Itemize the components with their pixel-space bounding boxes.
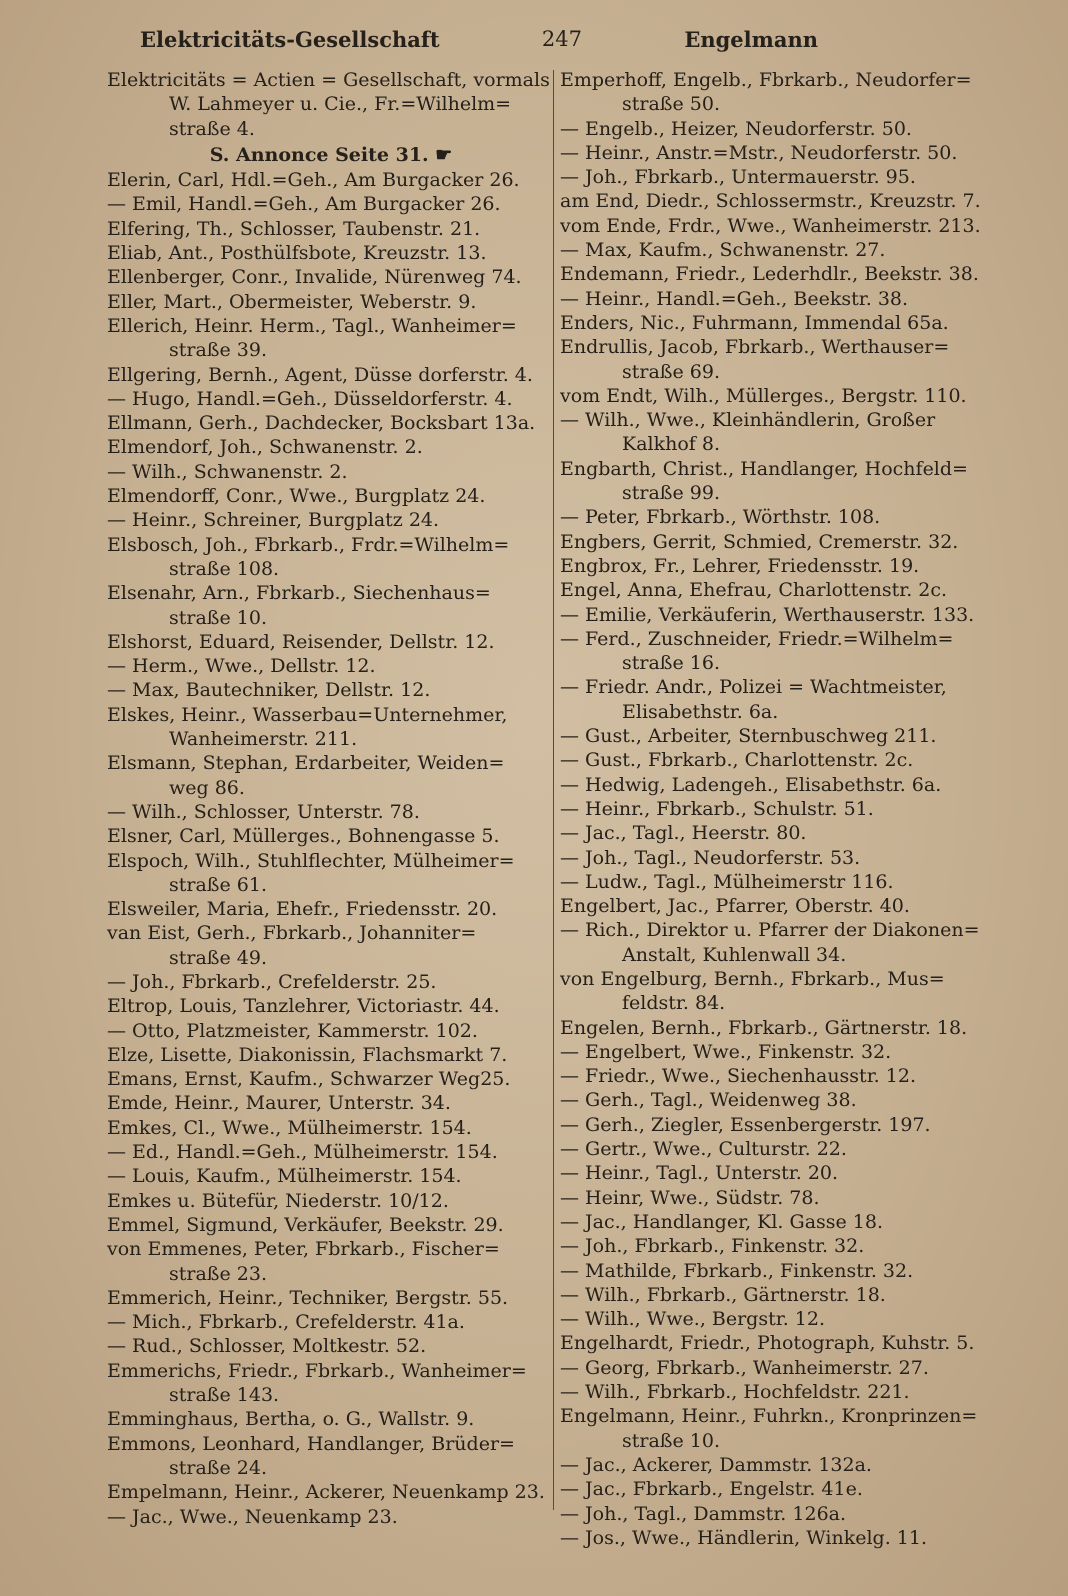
directory-entry — [107, 1334, 555, 1358]
entry-line: Elmendorff, Conr., Wwe., Burgplatz 24. — [107, 485, 486, 508]
entry-line: — Heinr., Anstr.=Mstr., Neudorferstr. 50. — [560, 141, 958, 164]
directory-entry — [560, 846, 1008, 870]
directory-entry — [560, 1502, 1008, 1526]
entry-line: — Emil, Handl.=Geh., Am Burgacker 26. — [107, 193, 501, 216]
directory-entry — [560, 1210, 1008, 1234]
entry-line: — Wilh., Wwe., Bergstr. 12. — [560, 1308, 826, 1331]
entry-continuation-line: straße 143. — [169, 1384, 280, 1407]
entry-continuation-line: Kalkhof 8. — [622, 433, 720, 456]
directory-entry — [107, 1140, 555, 1164]
header-left-running-head: Elektricitäts-Gesellschaft — [140, 26, 440, 52]
directory-entry — [560, 1088, 1008, 1112]
entry-line: Elektricitäts = Actien = Gesellschaft, vormals — [107, 69, 550, 91]
entry-line: Empelmann, Heinr., Ackerer, Neuenkamp 23. — [107, 1481, 545, 1504]
entry-line: van Eist, Gerh., Fbrkarb., Johanniter= — [107, 922, 477, 945]
entry-line: Elsenahr, Arn., Fbrkarb., Siechenhaus= — [107, 582, 491, 605]
directory-entry — [560, 117, 1008, 141]
directory-entry — [560, 1186, 1008, 1210]
directory-entry — [107, 921, 555, 970]
entry-line: Emperhoff, Engelb., Fbrkarb., Neudorfer= — [560, 69, 972, 91]
entry-continuation-line: straße 50. — [622, 93, 720, 116]
page-header — [140, 22, 818, 56]
directory-entry — [560, 165, 1008, 189]
entry-continuation-line: straße 108. — [169, 557, 280, 580]
entry-line: Endemann, Friedr., Lederhdlr., Beekstr. 38. — [560, 263, 979, 286]
entry-continuation-line: straße 10. — [622, 1429, 720, 1452]
entry-line: — Louis, Kaufm., Mülheimerstr. 154. — [107, 1165, 462, 1188]
directory-entry — [107, 1213, 555, 1237]
entry-continuation-line: Anstalt, Kuhlenwall 34. — [622, 943, 847, 966]
directory-entry — [560, 1113, 1008, 1137]
entry-line: — Engelb., Heizer, Neudorferstr. 50. — [560, 117, 912, 140]
directory-entry — [107, 630, 555, 654]
directory-entry — [107, 897, 555, 921]
directory-entry — [107, 1164, 555, 1188]
entry-line: — Rich., Direktor u. Pfarrer der Diakonen= — [560, 919, 980, 942]
directory-entry — [107, 994, 555, 1018]
entry-line: Engbarth, Christ., Handlanger, Hochfeld= — [560, 457, 968, 480]
entry-line: am End, Diedr., Schlossermstr., Kreuzstr. 7. — [560, 190, 981, 213]
directory-entry — [107, 1432, 555, 1481]
directory-entry — [560, 821, 1008, 845]
directory-entry — [107, 654, 555, 678]
entry-line: — Peter, Fbrkarb., Wörthstr. 108. — [560, 506, 881, 529]
entry-line: — Joh., Fbrkarb., Finkenstr. 32. — [560, 1235, 865, 1258]
directory-entry — [107, 241, 555, 265]
directory-entry — [107, 290, 555, 314]
entry-line: von Engelburg, Bernh., Fbrkarb., Mus= — [560, 967, 945, 990]
entry-line: — Georg, Fbrkarb., Wanheimerstr. 27. — [560, 1356, 929, 1379]
entry-line: Endrullis, Jacob, Fbrkarb., Werthauser= — [560, 336, 950, 359]
entry-line: — Joh., Tagl., Dammstr. 126a. — [560, 1502, 847, 1525]
entry-continuation-line: feldstr. 84. — [622, 992, 726, 1015]
entry-line: — Gerh., Ziegler, Essenbergerstr. 197. — [560, 1113, 931, 1136]
entry-line: Elshorst, Eduard, Reisender, Dellstr. 12. — [107, 630, 495, 653]
entry-line: Elze, Lisette, Diakonissin, Flachsmarkt 7. — [107, 1043, 508, 1066]
entry-line: Ellenberger, Conr., Invalide, Nürenweg 74. — [107, 266, 522, 289]
entry-line: Emminghaus, Bertha, o. G., Wallstr. 9. — [107, 1408, 475, 1431]
entry-line: — Ferd., Zuschneider, Friedr.=Wilhelm= — [560, 627, 954, 650]
entry-line: Eller, Mart., Obermeister, Weberstr. 9. — [107, 290, 477, 313]
entry-line: Elerin, Carl, Hdl.=Geh., Am Burgacker 26. — [107, 169, 520, 192]
directory-entry — [560, 578, 1008, 602]
entry-line: von Emmenes, Peter, Fbrkarb., Fischer= — [107, 1238, 500, 1261]
entry-line: — Hedwig, Ladengeh., Elisabethstr. 6a. — [560, 773, 942, 796]
header-right-running-head: Engelmann — [684, 26, 818, 52]
entry-continuation-line: straße 61. — [169, 873, 267, 896]
entry-continuation-line: straße 4. — [169, 117, 255, 140]
directory-entry — [107, 117, 555, 141]
entry-line: — Heinr., Handl.=Geh., Beekstr. 38. — [560, 287, 909, 310]
directory-entry — [107, 314, 555, 363]
entry-line: Emmerichs, Friedr., Fbrkarb., Wanheimer= — [107, 1359, 527, 1382]
entry-line: — Rud., Schlosser, Moltkestr. 52. — [107, 1335, 427, 1358]
directory-entry — [107, 751, 555, 800]
column-divider — [553, 70, 554, 1510]
directory-entry — [560, 1526, 1008, 1550]
entry-continuation-line: straße 49. — [169, 946, 267, 969]
directory-entry — [107, 411, 555, 435]
entry-continuation-line: weg 86. — [169, 776, 245, 799]
entry-line: — Wilh., Schwanenstr. 2. — [107, 460, 348, 483]
directory-entry — [107, 508, 555, 532]
directory-entry — [107, 581, 555, 630]
entry-continuation-line: straße 99. — [622, 482, 720, 505]
directory-entry — [560, 1161, 1008, 1185]
entry-line: Ellmann, Gerh., Dachdecker, Bocksbart 13a. — [107, 412, 536, 435]
entry-continuation-line: straße 69. — [622, 360, 720, 383]
entry-line: Elspoch, Wilh., Stuhlflechter, Mülheimer= — [107, 849, 515, 872]
entry-line: — Engelbert, Wwe., Finkenstr. 32. — [560, 1040, 892, 1063]
entry-line: — Friedr. Andr., Polizei = Wachtmeister, — [560, 676, 947, 699]
page-number: 247 — [541, 27, 583, 51]
entry-line: — Jac., Handlanger, Kl. Gasse 18. — [560, 1210, 884, 1233]
directory-entry — [560, 967, 1008, 1016]
directory-entry — [107, 1480, 555, 1504]
directory-entry — [560, 797, 1008, 821]
entry-continuation-line: straße 39. — [169, 339, 267, 362]
directory-entry — [560, 1016, 1008, 1040]
entry-line: — Gust., Arbeiter, Sternbuschweg 211. — [560, 725, 937, 748]
entry-line: — Ludw., Tagl., Mülheimerstr 116. — [560, 870, 894, 893]
entry-line: vom Endt, Wilh., Müllerges., Bergstr. 110. — [560, 384, 967, 407]
entry-line: Emkes, Cl., Wwe., Mülheimerstr. 154. — [107, 1116, 472, 1139]
directory-entry — [560, 748, 1008, 772]
entry-line: — Gertr., Wwe., Culturstr. 22. — [560, 1138, 847, 1161]
directory-entry — [560, 1331, 1008, 1355]
directory-entry — [560, 1137, 1008, 1161]
entry-line: Elsmann, Stephan, Erdarbeiter, Weiden= — [107, 752, 505, 775]
entry-line: — Wilh., Fbrkarb., Gärtnerstr. 18. — [560, 1283, 886, 1306]
directory-entry — [107, 1237, 555, 1286]
entry-line: Enders, Nic., Fuhrmann, Immendal 65a. — [560, 311, 949, 334]
directory-entry — [560, 214, 1008, 238]
directory-entry — [107, 824, 555, 848]
entry-line: Eltrop, Louis, Tanzlehrer, Victoriastr. 44. — [107, 995, 500, 1018]
directory-entry — [107, 1286, 555, 1310]
directory-entry — [560, 724, 1008, 748]
entry-line: Elfering, Th., Schlosser, Taubenstr. 21. — [107, 217, 481, 240]
directory-entry — [560, 311, 1008, 335]
directory-entry — [107, 678, 555, 702]
entry-line: — Heinr, Wwe., Südstr. 78. — [560, 1186, 820, 1209]
entry-line: Engelmann, Heinr., Fuhrkn., Kronprinzen= — [560, 1405, 978, 1428]
entry-line: — Max, Kaufm., Schwanenstr. 27. — [560, 239, 886, 262]
entry-line: Emans, Ernst, Kaufm., Schwarzer Weg25. — [107, 1068, 511, 1091]
directory-entry — [560, 1380, 1008, 1404]
directory-entry — [560, 627, 1008, 676]
entry-line: — Gust., Fbrkarb., Charlottenstr. 2c. — [560, 749, 914, 772]
directory-entry — [107, 363, 555, 387]
entry-line: vom Ende, Frdr., Wwe., Wanheimerstr. 213. — [560, 214, 981, 237]
directory-entry — [560, 603, 1008, 627]
entry-line: — Joh., Fbrkarb., Crefelderstr. 25. — [107, 970, 437, 993]
directory-entry — [107, 1067, 555, 1091]
entry-line: — Jac., Wwe., Neuenkamp 23. — [107, 1505, 398, 1528]
entry-line: Elskes, Heinr., Wasserbau=Unternehmer, — [107, 703, 508, 726]
annonce-note: S. Annonce Seite 31. ☛ — [209, 143, 453, 166]
directory-entry — [560, 287, 1008, 311]
left-column — [107, 68, 555, 1529]
entry-line: Engel, Anna, Ehefrau, Charlottenstr. 2c. — [560, 579, 948, 602]
entry-continuation-line: Elisabethstr. 6a. — [622, 700, 779, 723]
entry-line: — Herm., Wwe., Dellstr. 12. — [107, 655, 376, 678]
directory-entry — [560, 1283, 1008, 1307]
entry-line: — Emilie, Verkäuferin, Werthauserstr. 133. — [560, 603, 975, 626]
directory-entry — [107, 703, 555, 752]
entry-line: — Gerh., Tagl., Weidenweg 38. — [560, 1089, 857, 1112]
directory-entry — [107, 460, 555, 484]
entry-line: — Hugo, Handl.=Geh., Düsseldorferstr. 4. — [107, 387, 513, 410]
directory-entry — [107, 849, 555, 898]
entry-line: Ellerich, Heinr. Herm., Tagl., Wanheimer= — [107, 314, 517, 337]
directory-entry — [107, 484, 555, 508]
directory-entry — [107, 1505, 555, 1529]
entry-line: — Wilh., Schlosser, Unterstr. 78. — [107, 800, 420, 823]
directory-entry — [560, 141, 1008, 165]
directory-entry — [107, 1019, 555, 1043]
directory-entry — [107, 265, 555, 289]
entry-line: Emde, Heinr., Maurer, Unterstr. 34. — [107, 1092, 451, 1115]
directory-entry — [560, 1307, 1008, 1331]
entry-line: Engelbert, Jac., Pfarrer, Oberstr. 40. — [560, 895, 910, 918]
entry-line: Emkes u. Bütefür, Niederstr. 10/12. — [107, 1189, 449, 1212]
directory-entry — [560, 554, 1008, 578]
directory-entry — [560, 675, 1008, 724]
entry-continuation-line: straße 24. — [169, 1456, 267, 1479]
entry-line: — Otto, Platzmeister, Kammerstr. 102. — [107, 1019, 478, 1042]
directory-entry — [107, 435, 555, 459]
entry-line: — Wilh., Fbrkarb., Hochfeldstr. 221. — [560, 1381, 910, 1404]
directory-entry — [560, 1477, 1008, 1501]
entry-continuation-line: W. Lahmeyer u. Cie., Fr.=Wilhelm= — [169, 93, 512, 116]
directory-entry — [560, 1356, 1008, 1380]
entry-line: Elsweiler, Maria, Ehefr., Friedensstr. 20. — [107, 898, 498, 921]
entry-line: Elsner, Carl, Müllerges., Bohnengasse 5. — [107, 825, 500, 848]
directory-entry — [107, 387, 555, 411]
directory-entry — [560, 1234, 1008, 1258]
entry-line: — Friedr., Wwe., Siechenhausstr. 12. — [560, 1065, 916, 1088]
entry-line: — Heinr., Tagl., Unterstr. 20. — [560, 1162, 839, 1185]
entry-line: Engelen, Bernh., Fbrkarb., Gärtnerstr. 18. — [560, 1016, 968, 1039]
entry-line: — Wilh., Wwe., Kleinhändlerin, Großer — [560, 409, 936, 432]
entry-line: — Jos., Wwe., Händlerin, Winkelg. 11. — [560, 1526, 928, 1549]
directory-entry — [560, 189, 1008, 213]
directory-entry — [560, 384, 1008, 408]
entry-line: — Jac., Ackerer, Dammstr. 132a. — [560, 1453, 872, 1476]
directory-entry — [107, 1310, 555, 1334]
directory-entry — [560, 1064, 1008, 1088]
directory-entry — [560, 262, 1008, 286]
directory-entry — [560, 1453, 1008, 1477]
entry-line: Emmons, Leonhard, Handlanger, Brüder= — [107, 1432, 515, 1455]
entry-line: Emmel, Sigmund, Verkäufer, Beekstr. 29. — [107, 1213, 504, 1236]
directory-entry — [560, 457, 1008, 506]
entry-line: Elsbosch, Joh., Fbrkarb., Frdr.=Wilhelm= — [107, 533, 510, 556]
directory-entry — [560, 918, 1008, 967]
directory-entry — [107, 1116, 555, 1140]
directory-entry — [560, 505, 1008, 529]
entry-line: Elmendorf, Joh., Schwanenstr. 2. — [107, 436, 423, 459]
directory-entry — [107, 533, 555, 582]
directory-entry — [107, 1189, 555, 1213]
directory-entry — [107, 217, 555, 241]
directory-entry — [107, 192, 555, 216]
directory-entry — [560, 773, 1008, 797]
entry-line: — Jac., Tagl., Heerstr. 80. — [560, 822, 807, 845]
entry-line: — Joh., Fbrkarb., Untermauerstr. 95. — [560, 166, 916, 189]
directory-entry — [560, 1259, 1008, 1283]
entry-line: — Jac., Fbrkarb., Engelstr. 41e. — [560, 1478, 863, 1501]
directory-entry — [107, 970, 555, 994]
entry-line: — Joh., Tagl., Neudorferstr. 53. — [560, 846, 861, 869]
entry-line: Emmerich, Heinr., Techniker, Bergstr. 55. — [107, 1286, 509, 1309]
entry-line: — Heinr., Fbrkarb., Schulstr. 51. — [560, 797, 874, 820]
directory-entry — [560, 408, 1008, 457]
directory-entry — [107, 800, 555, 824]
directory-entry — [560, 894, 1008, 918]
entry-line: — Ed., Handl.=Geh., Mülheimerstr. 154. — [107, 1141, 498, 1164]
directory-entry — [107, 1091, 555, 1115]
directory-entry — [107, 68, 555, 117]
directory-entry — [560, 870, 1008, 894]
entry-line: Engelhardt, Friedr., Photograph, Kuhstr. 5. — [560, 1332, 975, 1355]
directory-entry — [560, 1040, 1008, 1064]
directory-entry — [107, 1359, 555, 1408]
entry-line: Eliab, Ant., Posthülfsbote, Kreuzstr. 13. — [107, 242, 487, 265]
entry-line: Engbers, Gerrit, Schmied, Cremerstr. 32. — [560, 530, 959, 553]
directory-entry — [560, 530, 1008, 554]
directory-entry — [560, 1404, 1008, 1453]
entry-line: — Heinr., Schreiner, Burgplatz 24. — [107, 509, 440, 532]
entry-continuation-line: straße 16. — [622, 652, 720, 675]
entry-continuation-line: straße 23. — [169, 1262, 267, 1285]
right-column — [560, 68, 1008, 1550]
directory-entry — [560, 68, 1008, 117]
directory-entry — [560, 335, 1008, 384]
entry-continuation-line: Wanheimerstr. 211. — [169, 728, 358, 751]
entry-continuation-line: straße 10. — [169, 606, 267, 629]
entry-line: — Mich., Fbrkarb., Crefelderstr. 41a. — [107, 1311, 465, 1334]
directory-entry — [107, 1043, 555, 1067]
directory-entry — [107, 1407, 555, 1431]
entry-line: — Mathilde, Fbrkarb., Finkenstr. 32. — [560, 1259, 914, 1282]
directory-entry — [560, 238, 1008, 262]
directory-entry — [107, 168, 555, 192]
entry-line: — Max, Bautechniker, Dellstr. 12. — [107, 679, 431, 702]
entry-line: Engbrox, Fr., Lehrer, Friedensstr. 19. — [560, 554, 920, 577]
entry-line: Ellgering, Bernh., Agent, Düsse dorferstr. 4. — [107, 363, 533, 386]
